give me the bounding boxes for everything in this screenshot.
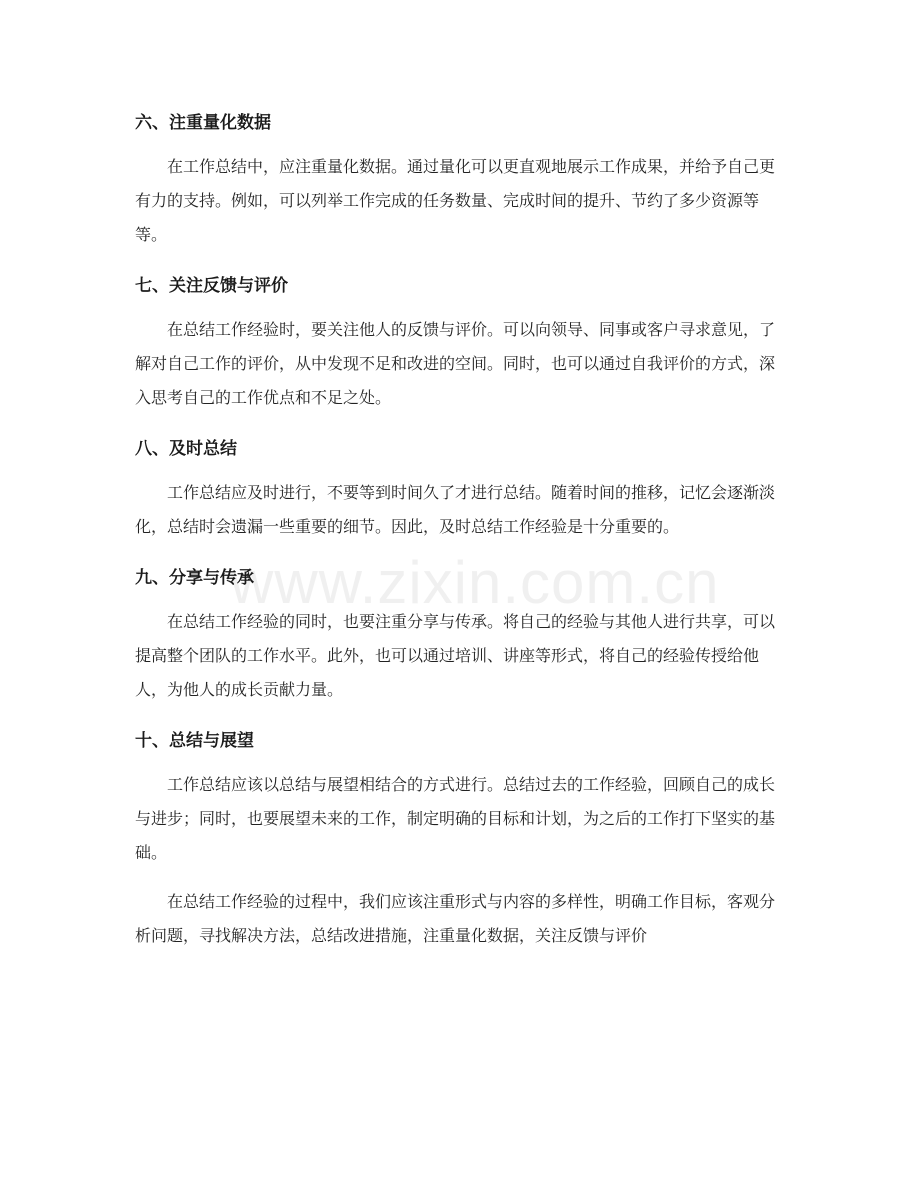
section-7 bbox=[135, 267, 785, 415]
section-paragraph: 在工作总结中，应注重量化数据。通过量化可以更直观地展示工作成果，并给予自己更有力的支持。例如，可以列举工作完成的任务数量、完成时间的提升、节约了多少资源等等。 bbox=[135, 157, 776, 244]
section-paragraph: 在总结工作经验的同时，也要注重分享与传承。将自己的经验与其他人进行共享，可以提高整个团队的工作水平。此外，也可以通过培训、讲座等形式，将自己的经验传授给他人，为他人的成长贡献力量。 bbox=[135, 612, 776, 699]
section-heading: 七、关注反馈与评价 bbox=[135, 276, 288, 296]
section-paragraph: 工作总结应该以总结与展望相结合的方式进行。总结过去的工作经验，回顾自己的成长与进步；同时，也要展望未来的工作，制定明确的目标和计划，为之后的工作打下坚实的基础。 bbox=[135, 775, 776, 862]
section-6 bbox=[135, 104, 785, 252]
section-9 bbox=[135, 559, 785, 707]
section-heading: 十、总结与展望 bbox=[135, 731, 254, 751]
section-paragraph: 在总结工作经验时，要关注他人的反馈与评价。可以向领导、同事或客户寻求意见，了解对自己工作的评价，从中发现不足和改进的空间。同时，也可以通过自我评价的方式，深入思考自己的工作优点和不足之处。 bbox=[135, 320, 776, 407]
section-heading: 六、注重量化数据 bbox=[135, 113, 271, 133]
section-heading: 八、及时总结 bbox=[135, 439, 237, 459]
section-paragraph: 工作总结应及时进行，不要等到时间久了才进行总结。随着时间的推移，记忆会逐渐淡化，总结时会遗漏一些重要的细节。因此，及时总结工作经验是十分重要的。 bbox=[135, 483, 776, 536]
closing-paragraph: 在总结工作经验的过程中，我们应该注重形式与内容的多样性，明确工作目标，客观分析问题，寻找解决方法，总结改进措施，注重量化数据，关注反馈与评价 bbox=[135, 892, 776, 945]
document-body bbox=[135, 104, 785, 968]
watermark: www.zixin.com.cn bbox=[230, 549, 720, 616]
section-8 bbox=[135, 430, 785, 544]
section-10 bbox=[135, 722, 785, 870]
section-heading: 九、分享与传承 bbox=[135, 568, 254, 588]
